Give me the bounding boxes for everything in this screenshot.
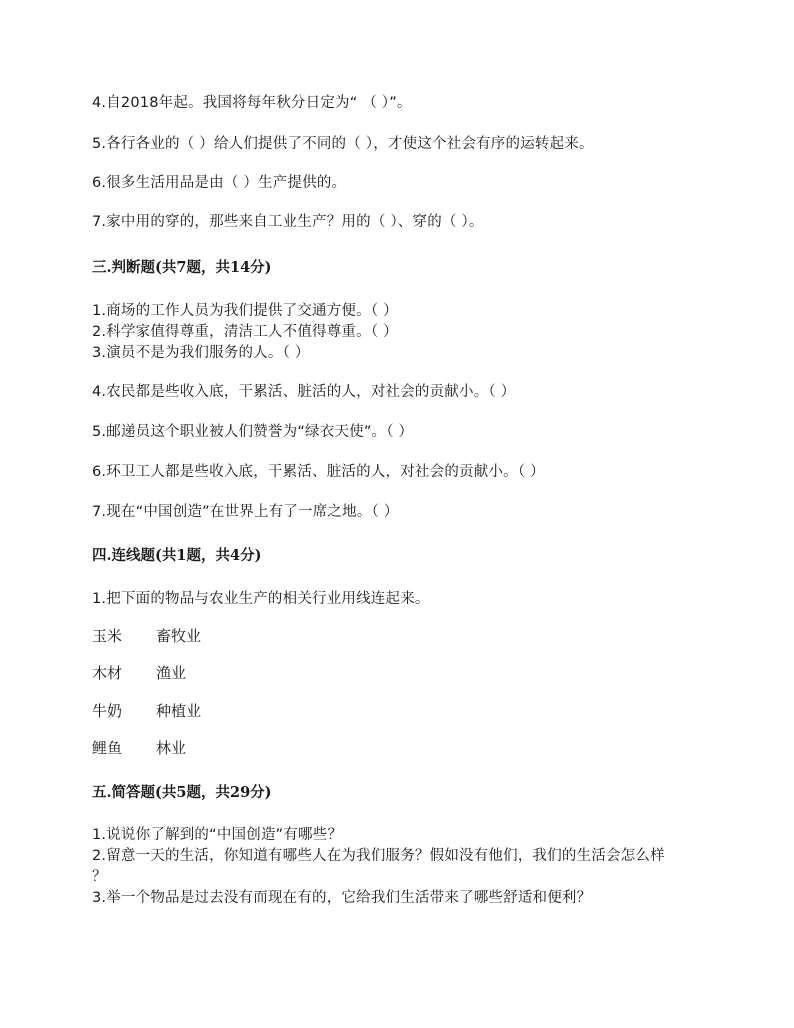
judge-question-3: 3.演员不是为我们服务的人。（ ） bbox=[92, 345, 310, 361]
short-answer-question-3: 3.举一个物品是过去没有而现在有的，它给我们生活带来了哪些舒适和便利？ bbox=[92, 890, 592, 906]
judge-question-1: 1.商场的工作人员为我们提供了交通方便。（ ） bbox=[92, 303, 398, 319]
judge-question-7: 7.现在“中国创造”在世界上有了一席之地。（ ） bbox=[92, 504, 399, 520]
matching-item: 玉米 bbox=[92, 627, 123, 645]
matching-item: 木材 bbox=[92, 664, 123, 682]
fill-question-6: 6.很多生活用品是由（ ）生产提供的。 bbox=[92, 175, 347, 191]
fill-question-4: 4.自2018年起。我国将每年秋分日定为“ （ ）”。 bbox=[92, 95, 412, 111]
section-4-heading: 四.连线题(共1题，共4分) bbox=[92, 547, 262, 564]
short-answer-question-2: 2.留意一天的生活，你知道有哪些人在为我们服务？假如没有他们，我们的生活会怎么样 bbox=[92, 848, 665, 864]
fill-question-5: 5.各行各业的（ ）给人们提供了不同的（ ），才使这个社会有序的运转起来。 bbox=[92, 136, 594, 152]
matching-category: 畜牧业 bbox=[156, 627, 202, 645]
judge-question-5: 5.邮递员这个职业被人们赞誉为“绿衣天使”。（ ） bbox=[92, 424, 414, 440]
judge-question-6: 6.环卫工人都是些收入底，干累活、脏活的人，对社会的贡献小。（ ） bbox=[92, 464, 545, 480]
section-5-heading: 五.简答题(共5题，共29分) bbox=[92, 784, 272, 801]
short-answer-question-2-continued: ？ bbox=[92, 869, 107, 885]
matching-item: 牛奶 bbox=[92, 702, 123, 720]
matching-item: 鲤鱼 bbox=[92, 739, 123, 757]
judge-question-4: 4.农民都是些收入底，干累活、脏活的人，对社会的贡献小。（ ） bbox=[92, 384, 516, 400]
matching-row bbox=[92, 664, 187, 682]
matching-row bbox=[92, 739, 187, 757]
section-3-heading: 三.判断题(共7题，共14分) bbox=[92, 259, 272, 276]
short-answer-question-1: 1.说说你了解到的“中国创造”有哪些？ bbox=[92, 827, 343, 843]
matching-category: 林业 bbox=[156, 739, 187, 757]
judge-question-2: 2.科学家值得尊重，清洁工人不值得尊重。（ ） bbox=[92, 324, 398, 340]
matching-question: 1.把下面的物品与农业生产的相关行业用线连起来。 bbox=[92, 591, 430, 607]
matching-row bbox=[92, 627, 202, 645]
matching-row bbox=[92, 702, 202, 720]
matching-category: 种植业 bbox=[156, 702, 202, 720]
matching-category: 渔业 bbox=[156, 664, 187, 682]
fill-question-7: 7.家中用的穿的，那些来自工业生产？用的（ ）、穿的（ ）。 bbox=[92, 214, 484, 230]
